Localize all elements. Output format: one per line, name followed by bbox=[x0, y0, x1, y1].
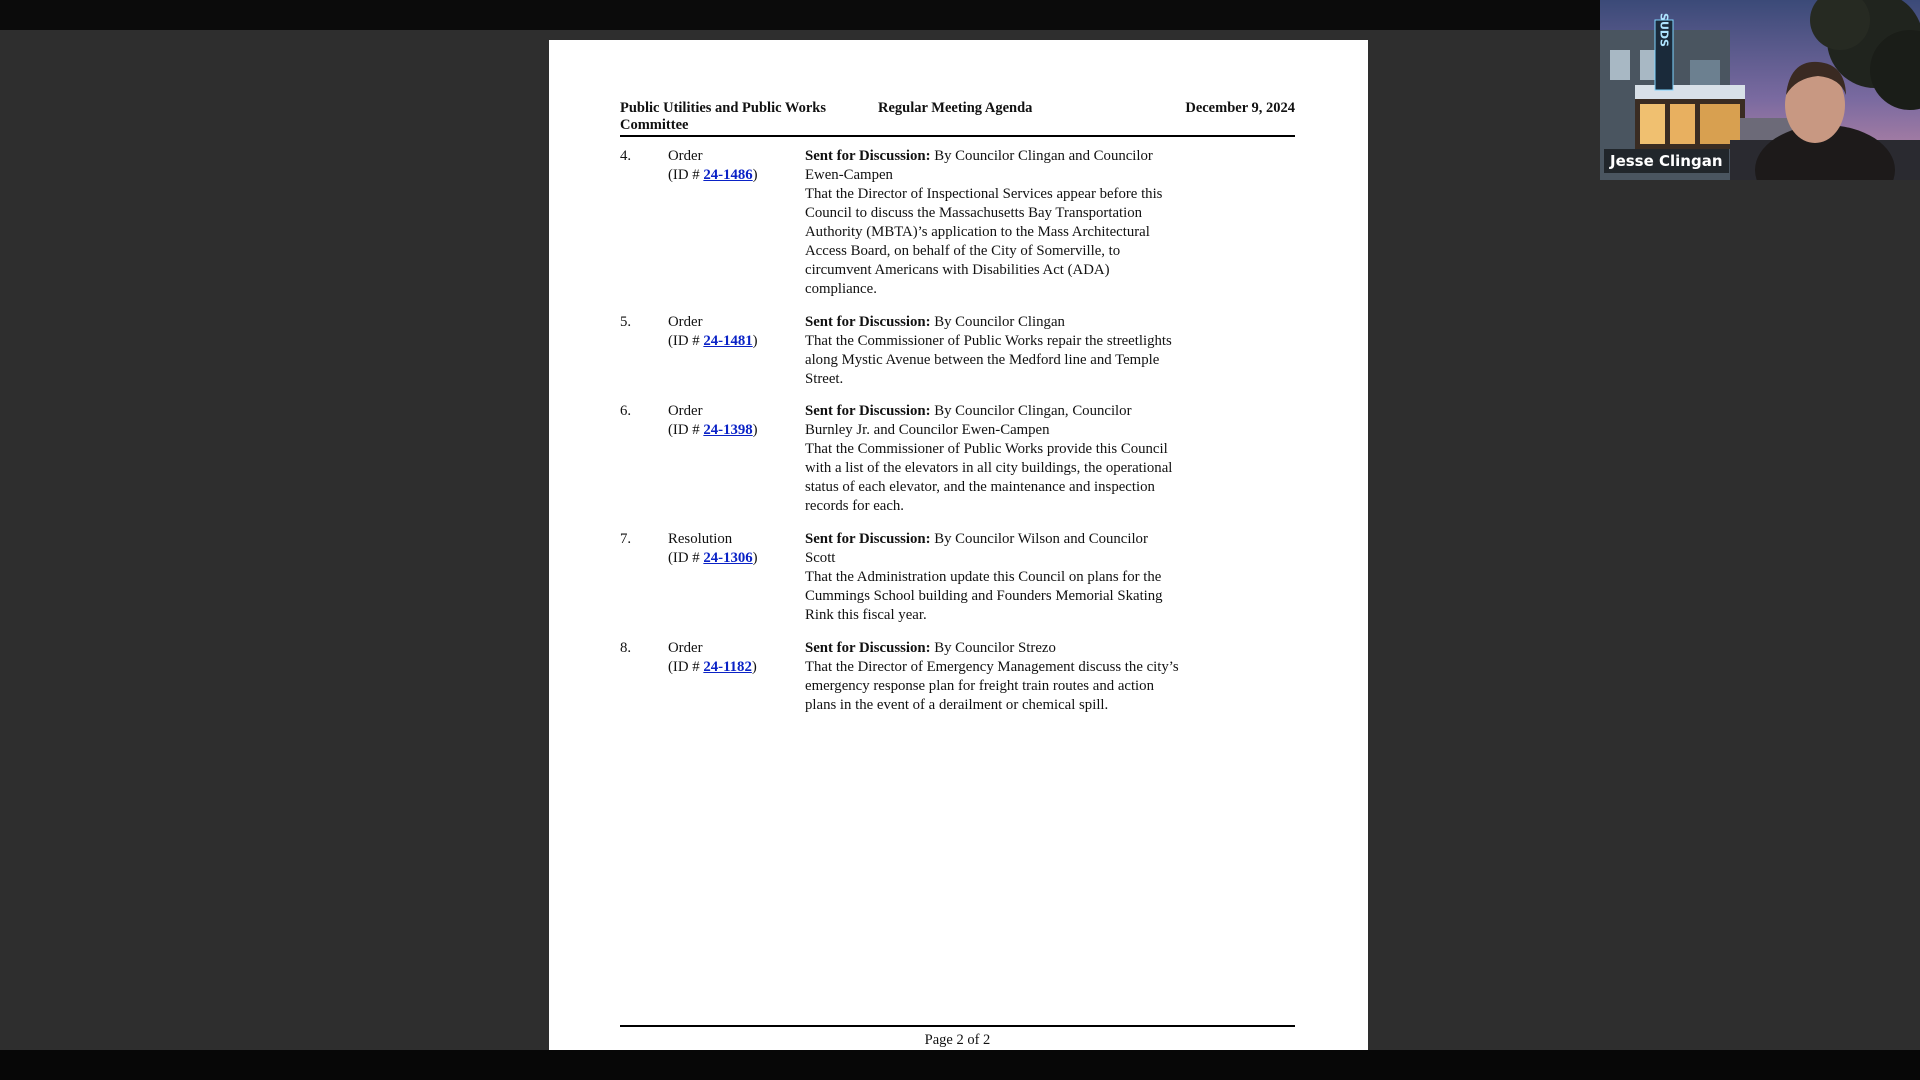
item-status: Sent for Discussion: bbox=[805, 403, 931, 419]
page-number: Page 2 of 2 bbox=[924, 1032, 991, 1048]
document-header bbox=[620, 100, 1295, 136]
item-id-link[interactable]: 24-1306 bbox=[703, 550, 753, 566]
item-number: 5. bbox=[620, 314, 632, 330]
item-type: Order bbox=[668, 314, 703, 330]
item-number: 8. bbox=[620, 640, 632, 656]
item-id-link[interactable]: 24-1398 bbox=[703, 422, 753, 438]
header-divider bbox=[620, 135, 1295, 137]
item-type: Resolution bbox=[668, 531, 733, 547]
document-page bbox=[549, 40, 1368, 1050]
storefront-sign: SUDS bbox=[1657, 13, 1671, 47]
item-type-block bbox=[668, 530, 798, 568]
item-text: That the Commissioner of Public Works repair the streetlights along Mystic Avenue between the Medford line and Temple Street. bbox=[805, 333, 1172, 387]
item-text: That the Administration update this Council on plans for the Cummings School building and Founders Memorial Skating Rink this fiscal year. bbox=[805, 569, 1163, 623]
committee-name: Public Utilities and Public Works Committee bbox=[620, 100, 826, 133]
item-body bbox=[805, 530, 1180, 625]
bottom-bar bbox=[0, 1050, 1920, 1080]
item-id: (ID # 24-1486) bbox=[668, 167, 758, 183]
item-id-link[interactable]: 24-1182 bbox=[703, 659, 752, 675]
meeting-date: December 9, 2024 bbox=[1185, 100, 1295, 116]
item-id-link[interactable]: 24-1486 bbox=[703, 167, 753, 183]
item-sponsors: By Councilor Strezo bbox=[930, 640, 1056, 656]
item-type-block bbox=[668, 639, 798, 677]
item-text: That the Commissioner of Public Works provide this Council with a list of the elevators in all city buildings, the operational status of each elevator, and the maintenance and inspection records for each. bbox=[805, 441, 1173, 514]
footer-divider bbox=[620, 1025, 1295, 1027]
participant-video-tile[interactable] bbox=[1600, 0, 1920, 180]
item-type-block bbox=[668, 147, 798, 185]
item-status: Sent for Discussion: bbox=[805, 314, 931, 330]
item-text: That the Director of Inspectional Services appear before this Council to discuss the Massachusetts Bay Transportation Authority (MBTA)’s application to the Mass Architectural Access Board, on behalf of the City of Somerville, to circumvent Americans with Disabilities Act (ADA) compliance. bbox=[805, 186, 1163, 297]
item-status: Sent for Discussion: bbox=[805, 640, 931, 656]
item-number: 7. bbox=[620, 531, 632, 547]
item-number: 4. bbox=[620, 148, 632, 164]
item-body bbox=[805, 313, 1180, 389]
item-type: Order bbox=[668, 148, 703, 164]
item-id: (ID # 24-1398) bbox=[668, 422, 758, 438]
item-sponsors: By Councilor Wilson and Councilor Scott bbox=[805, 531, 1148, 566]
item-sponsors: By Councilor Clingan and Councilor Ewen-Campen bbox=[805, 148, 1153, 183]
item-sponsors: By Councilor Clingan, Councilor Burnley Jr. and Councilor Ewen-Campen bbox=[805, 403, 1132, 438]
item-status: Sent for Discussion: bbox=[805, 148, 931, 164]
item-type: Order bbox=[668, 403, 703, 419]
item-type-block bbox=[668, 402, 798, 440]
item-body bbox=[805, 147, 1180, 299]
item-id: (ID # 24-1306) bbox=[668, 550, 758, 566]
item-body bbox=[805, 402, 1180, 516]
participant-name: Jesse Clingan bbox=[1604, 149, 1729, 173]
agenda-title: Regular Meeting Agenda bbox=[878, 100, 1033, 116]
item-id: (ID # 24-1182) bbox=[668, 659, 757, 675]
item-number: 6. bbox=[620, 403, 632, 419]
item-id-link[interactable]: 24-1481 bbox=[703, 333, 753, 349]
item-type-block bbox=[668, 313, 798, 351]
item-id: (ID # 24-1481) bbox=[668, 333, 758, 349]
item-type: Order bbox=[668, 640, 703, 656]
item-body bbox=[805, 639, 1180, 715]
item-text: That the Director of Emergency Management discuss the city’s emergency response plan for freight train routes and action plans in the event of a derailment or chemical spill. bbox=[805, 659, 1179, 713]
item-status: Sent for Discussion: bbox=[805, 531, 931, 547]
item-sponsors: By Councilor Clingan bbox=[930, 314, 1065, 330]
